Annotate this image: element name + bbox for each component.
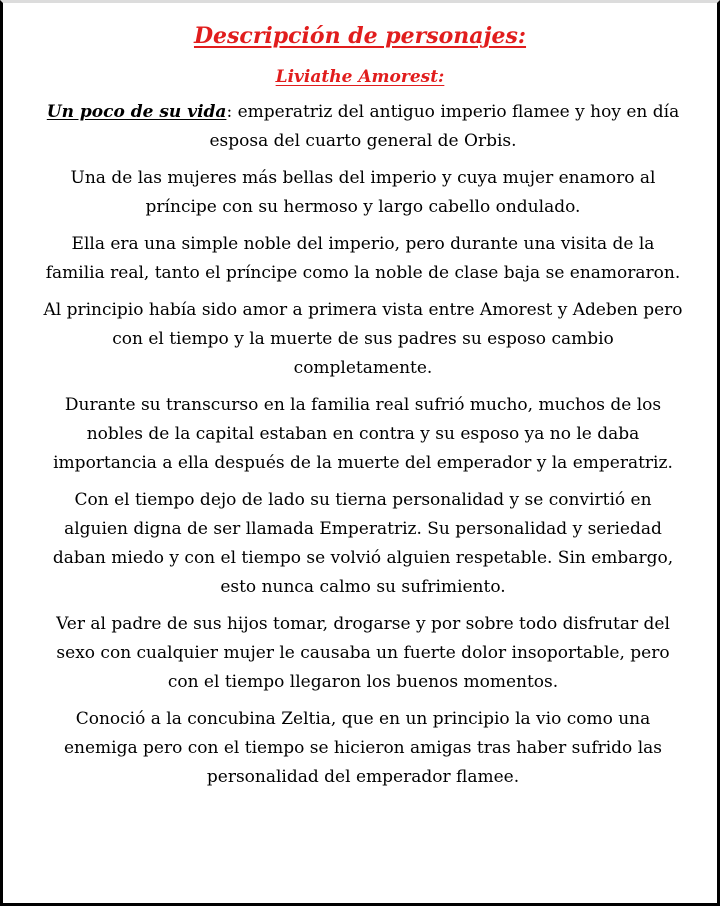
document-body <box>43 98 683 800</box>
paragraph-suffering: Durante su transcurso en la familia real sufrió mucho, muchos de los nobles de la capital estaban en contra y su esposo ya no le daba importancia a ella después de la muerte del emperador y la emperatriz. <box>53 395 673 473</box>
intro-paragraph <box>43 98 683 156</box>
paragraph-husband: Ver al padre de sus hijos tomar, drogarse y por sobre todo disfrutar del sexo con cualquier mujer le causaba un fuerte dolor insoportable, pero con el tiempo llegaron los buenos momentos. <box>56 614 670 692</box>
character-name-heading: Liviathe Amorest: <box>275 67 445 87</box>
paragraph-zeltia: Conoció a la concubina Zeltia, que en un principio la vio como una enemiga pero con el tiempo se hicieron amigas tras haber sufrido las personalidad del emperador flamee. <box>63 709 662 787</box>
document-title: Descripción de personajes: <box>193 23 527 49</box>
paragraph-beauty: Una de las mujeres más bellas del imperio y cuya mujer enamoro al príncipe con su hermoso y largo cabello ondulado. <box>70 168 656 217</box>
paragraph-empress: Con el tiempo dejo de lado su tierna personalidad y se convirtió en alguien digna de ser llamada Emperatriz. Su personalidad y seriedad daban miedo y con el tiempo se volvió alguien respetable. Sin embargo, esto nunca calmo su sufrimiento. <box>52 490 674 597</box>
paragraph-noble-origin: Ella era una simple noble del imperio, pero durante una visita de la familia real, tanto el príncipe como la noble de clase baja se enamoraron. <box>45 234 681 283</box>
intro-label: Un poco de su vida <box>46 102 227 122</box>
paragraph-first-love: Al principio había sido amor a primera vista entre Amorest y Adeben pero con el tiempo y la muerte de sus padres su esposo cambio completamente. <box>43 300 683 378</box>
intro-text: : emperatriz del antiguo imperio flamee y hoy en día esposa del cuarto general de Orbis. <box>209 102 680 151</box>
